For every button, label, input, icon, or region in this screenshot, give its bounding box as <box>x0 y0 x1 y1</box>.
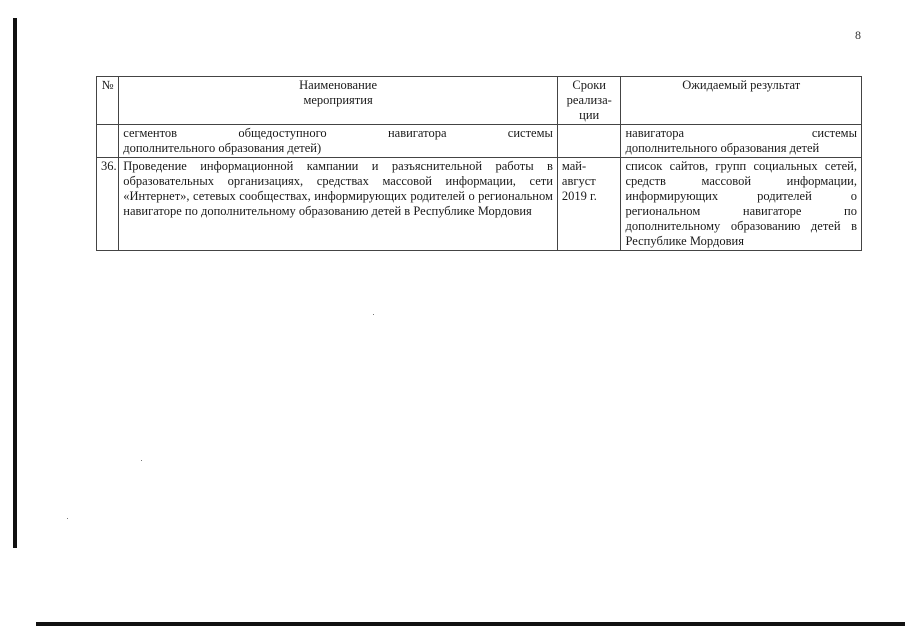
row-expected-result <box>621 125 862 158</box>
row-term-line: май- <box>561 159 587 173</box>
row-expected-result: список сайтов, групп социальных сетей, средств массовой информации, информирующих родителей о региональном навигаторе по дополнительному образованию детей в Республике Мордовия <box>621 158 862 251</box>
row-term <box>557 125 621 158</box>
events-table <box>96 76 862 251</box>
row-term-line: август <box>561 174 596 188</box>
header-term-line: ции <box>579 108 600 122</box>
header-name-line: Наименование <box>299 78 378 92</box>
scan-speck <box>373 314 374 315</box>
row-name-line: сегментов общедоступного навигатора системы <box>123 126 553 140</box>
row-result-line: дополнительного образования детей <box>625 141 820 155</box>
header-number: № <box>97 77 119 125</box>
row-term-line: 2019 г. <box>561 189 597 203</box>
header-term-line: реализа- <box>566 93 612 107</box>
scan-edge-bottom <box>36 622 905 626</box>
scan-edge-left <box>13 18 17 548</box>
table-row <box>97 158 862 251</box>
row-term <box>557 158 621 251</box>
row-event-name <box>119 125 558 158</box>
row-name-line: дополнительного образования детей) <box>123 141 322 155</box>
row-event-name: Проведение информационной кампании и разъяснительной работы в образовательных организациях, средствах массовой информации, сети «Интернет», сетевых сообществах, информирующих родителей о региональном навигаторе по дополнительному образованию детей в Республике Мордовия <box>119 158 558 251</box>
row-result-line: навигатора системы <box>625 126 857 140</box>
header-name-line: мероприятия <box>303 93 373 107</box>
page-number: 8 <box>855 28 861 42</box>
header-term-line: Сроки <box>572 78 606 92</box>
scan-speck <box>67 518 68 519</box>
table-header-row <box>97 77 862 125</box>
row-number <box>97 125 119 158</box>
header-event-name <box>119 77 558 125</box>
table-row <box>97 125 862 158</box>
header-expected-result: Ожидаемый результат <box>621 77 862 125</box>
row-number: 36. <box>97 158 119 251</box>
header-term <box>557 77 621 125</box>
scan-speck <box>141 460 142 461</box>
